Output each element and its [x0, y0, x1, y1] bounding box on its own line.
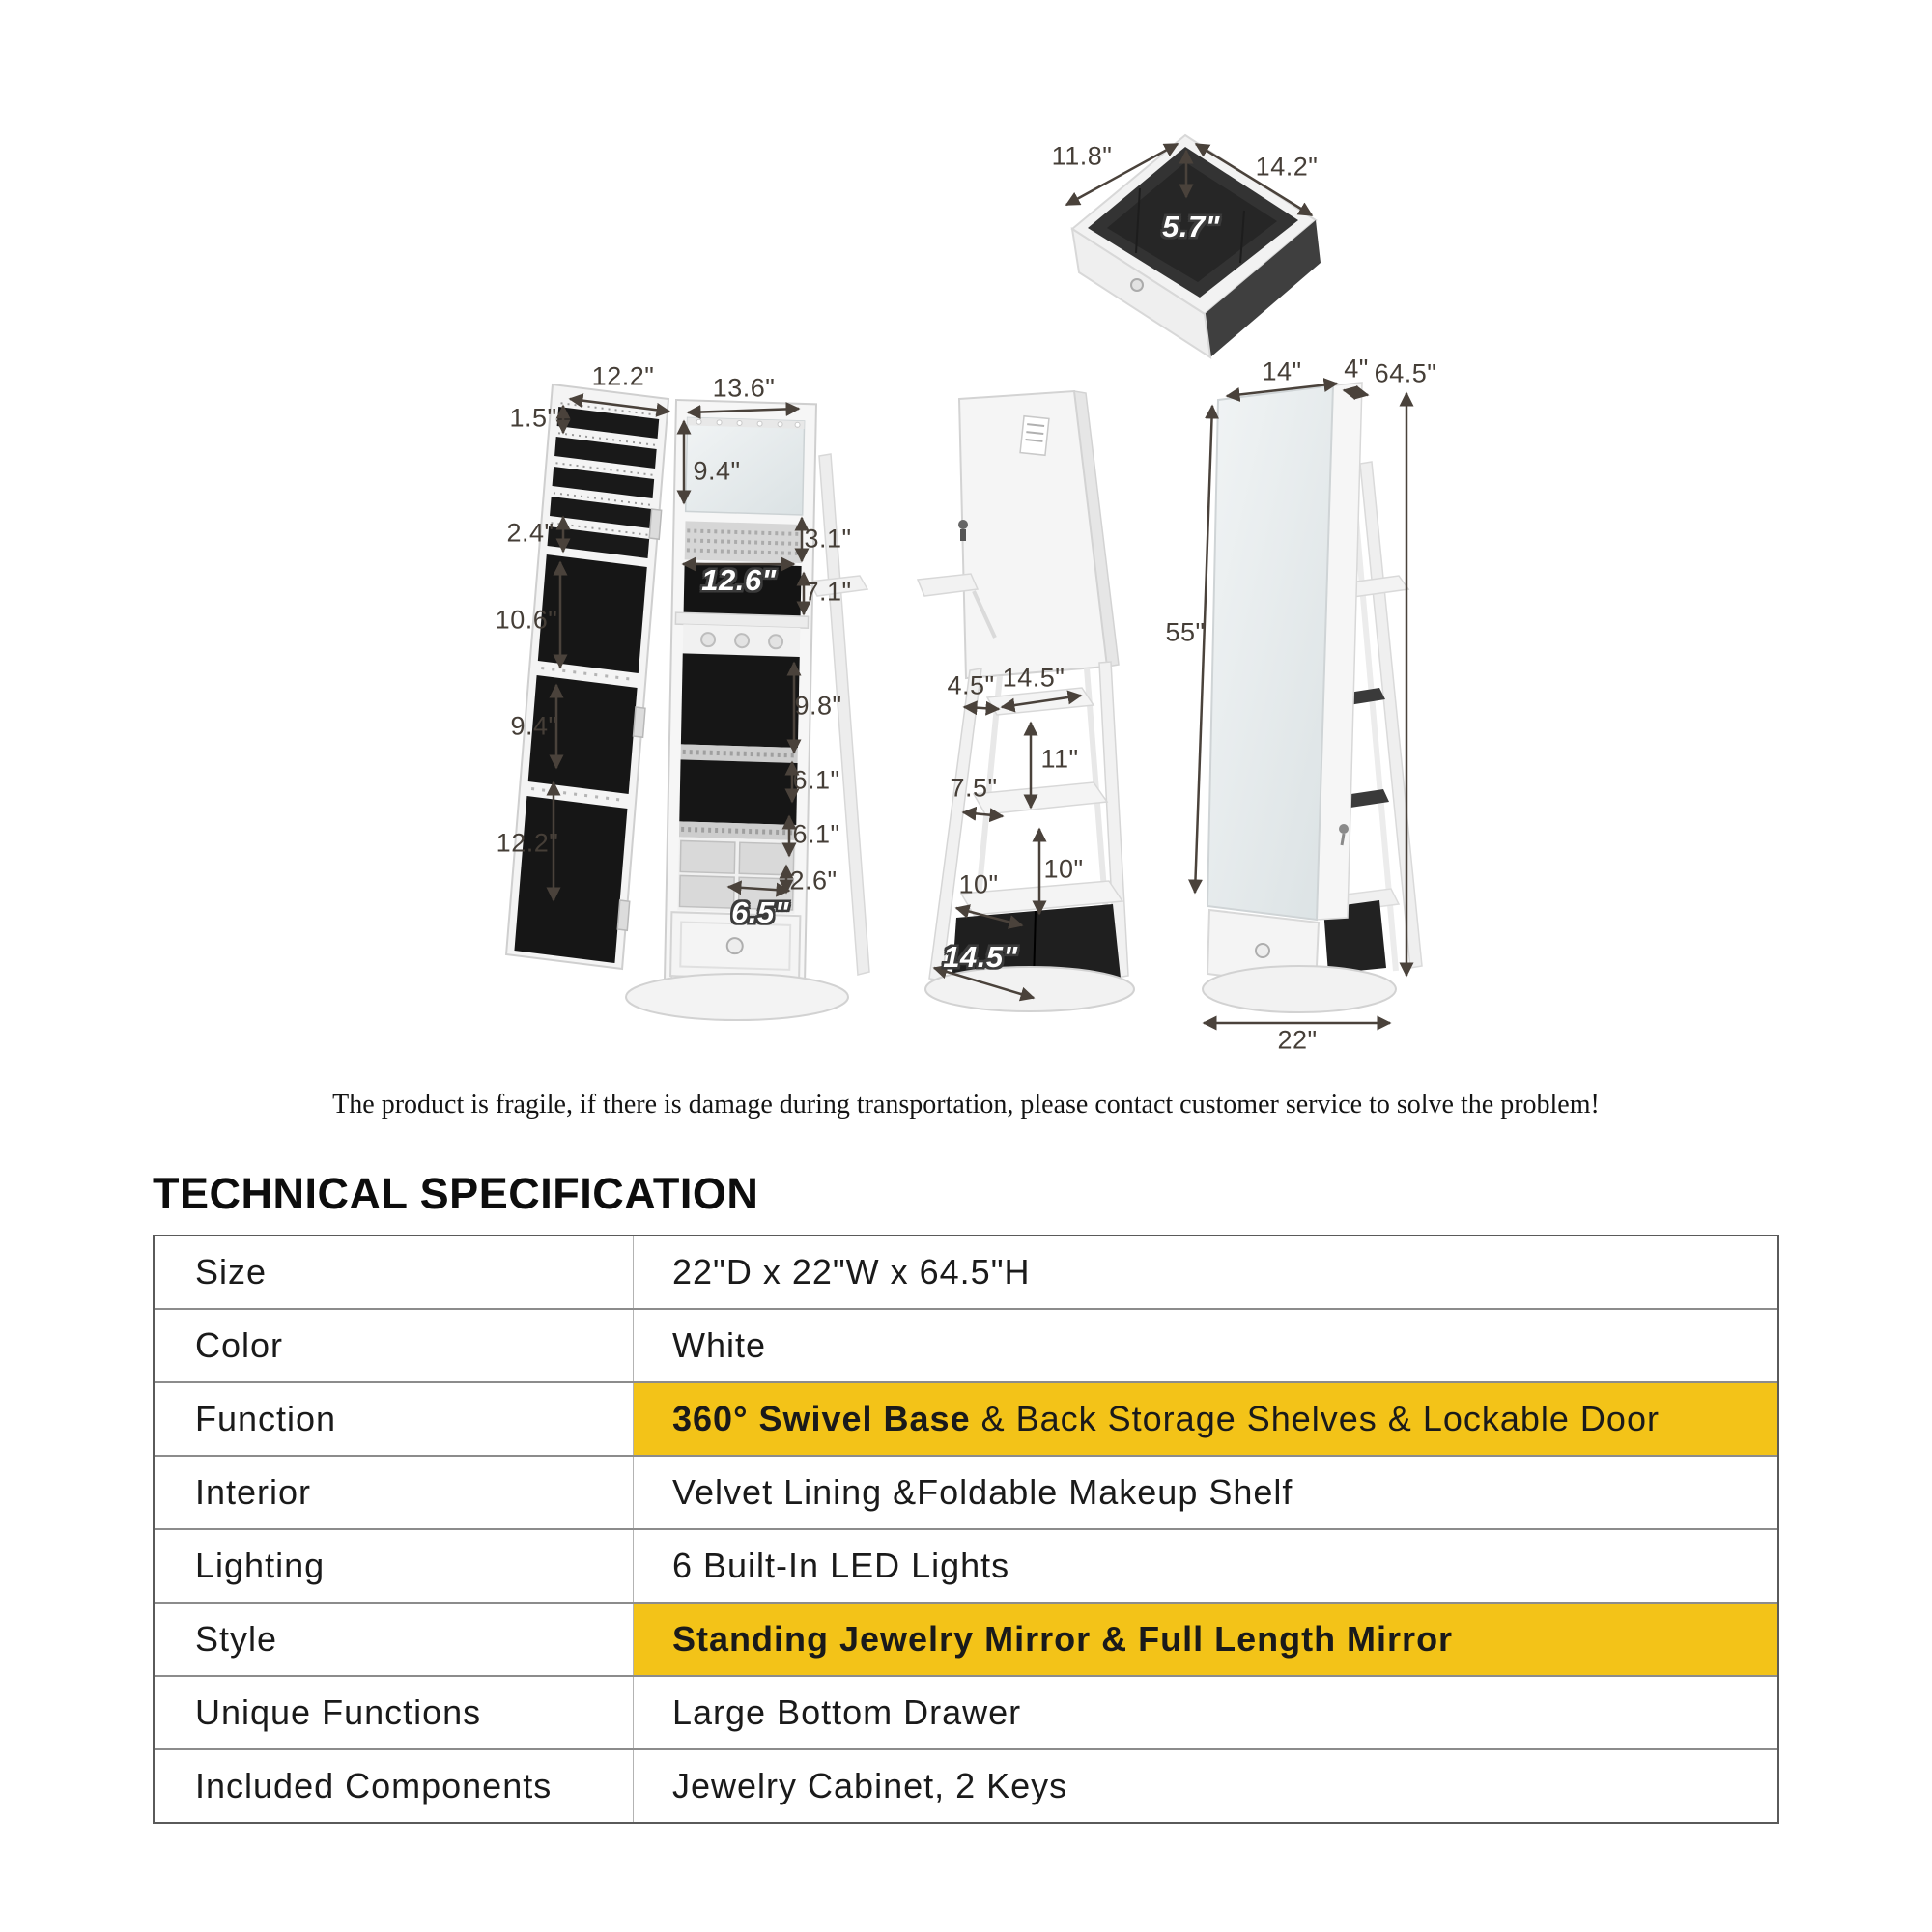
drawer-knob [727, 938, 743, 953]
spec-table [153, 1235, 1779, 1824]
section-heading: TECHNICAL SPECIFICATION [153, 1169, 759, 1218]
dimension-label: 4" [1344, 354, 1369, 384]
dimension-label: 2.4" [506, 518, 554, 548]
dimension-label: 1.5" [509, 403, 557, 433]
spec-table-row [155, 1308, 1777, 1381]
spec-row-label: Interior [155, 1457, 634, 1528]
spec-row-label: Function [155, 1383, 634, 1455]
drawer-knob [1131, 279, 1143, 291]
spec-row-value: Velvet Lining &Foldable Makeup Shelf [672, 1472, 1293, 1512]
dimension-label: 7.1" [804, 577, 852, 607]
spec-row-value: 22"D x 22"W x 64.5"H [672, 1252, 1031, 1292]
drawer-knob [1256, 944, 1269, 957]
front-view-illustration [1203, 383, 1422, 1012]
spec-row-value: Large Bottom Drawer [672, 1692, 1022, 1732]
dimension-label: 6.1" [792, 819, 840, 849]
spec-row-label: Unique Functions [155, 1677, 634, 1748]
dimension-label: 10" [1043, 854, 1084, 884]
dimension-label: 9.4" [693, 456, 741, 486]
lock-key [958, 520, 968, 529]
dimension-label: 12.2" [591, 361, 655, 391]
spec-row-label: Style [155, 1604, 634, 1675]
dimension-label: 9.8" [794, 691, 842, 721]
spec-row-value: 6 Built-In LED Lights [672, 1546, 1010, 1585]
dimension-label: 6.1" [792, 765, 840, 795]
dimension-label: 55" [1165, 617, 1206, 647]
spec-table-rows [155, 1236, 1777, 1822]
spec-row-label: Lighting [155, 1530, 634, 1602]
dimension-label: 10.6" [495, 605, 558, 635]
dimension-label: 12.6" [701, 563, 777, 597]
spec-row-label: Included Components [155, 1750, 634, 1822]
spec-table-row [155, 1675, 1777, 1748]
fragile-notice: The product is fragile, if there is damage during transportation, please contact customer service to solve the problem! [332, 1090, 1600, 1120]
spec-row-label: Color [155, 1310, 634, 1381]
dimension-label: 12.2" [496, 828, 559, 858]
dimension-label: 13.6" [712, 373, 776, 403]
dimension-label: 5.7" [1162, 210, 1220, 243]
dimension-label: 22" [1277, 1025, 1318, 1055]
dimension-label: 64.5" [1374, 358, 1437, 388]
back-view-illustration [918, 391, 1134, 1011]
full-length-mirror [1208, 385, 1333, 920]
spec-table-row [155, 1748, 1777, 1822]
spec-table-row [155, 1528, 1777, 1602]
spec-row-value: Jewelry Cabinet, 2 Keys [672, 1766, 1068, 1805]
spec-row-value: 360° Swivel Base & Back Storage Shelves & Lockable Door [634, 1383, 1777, 1455]
dimension-label: 7.5" [950, 773, 998, 803]
dimension-label: 6.5" [731, 895, 789, 929]
spec-table-row [155, 1602, 1777, 1675]
spec-row-value: Standing Jewelry Mirror & Full Length Mirror [634, 1604, 1777, 1675]
swivel-base [626, 974, 848, 1020]
dimension-label: 14.2" [1255, 152, 1319, 182]
dimension-label: 14" [1262, 356, 1302, 386]
dimension-label: 3.1" [804, 524, 852, 554]
lock-key [1339, 824, 1349, 834]
spec-row-value: White [672, 1325, 767, 1365]
spec-table-row [155, 1455, 1777, 1528]
dimension-label: 9.4" [510, 711, 558, 741]
dimension-label: 11" [1040, 744, 1079, 774]
spec-table-row [155, 1381, 1777, 1455]
dimension-label: 14.5" [1002, 663, 1065, 693]
dimension-label: 10" [958, 869, 999, 899]
dimension-label: 4.5" [947, 670, 995, 700]
spec-row-label: Size [155, 1236, 634, 1308]
swivel-base [1203, 966, 1396, 1012]
dimension-label: 14.5" [943, 940, 1018, 974]
dimension-label: 11.8" [1051, 141, 1113, 171]
dimension-label: 2.6" [789, 866, 838, 895]
spec-table-row [155, 1236, 1777, 1308]
